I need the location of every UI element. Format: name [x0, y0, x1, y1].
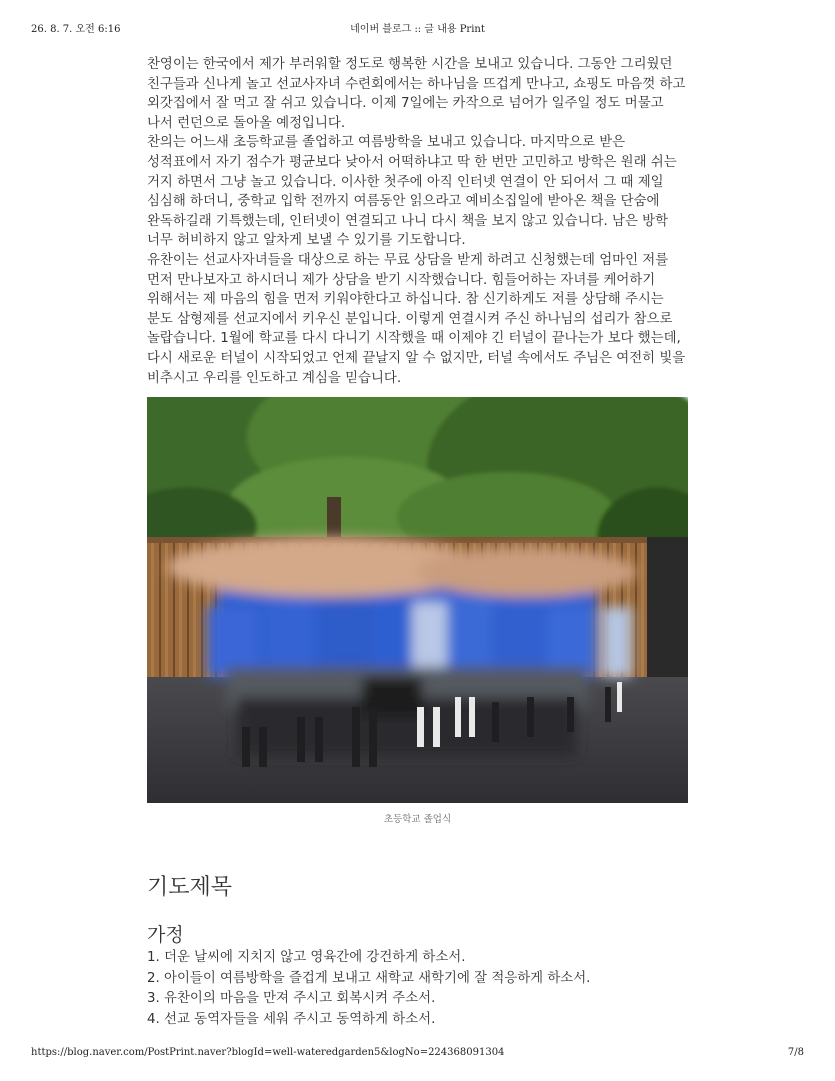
prayer-item: 1. 더운 날씨에 지치지 않고 영육간에 강건하게 하소서.: [147, 950, 466, 965]
print-date: 26. 8. 7. 오전 6:16: [31, 24, 121, 35]
graduation-photo: [147, 397, 688, 803]
post-body: [147, 55, 692, 388]
print-url: https://blog.naver.com/PostPrint.naver?blogId=well-wateredgarden5&logNo=224368091304: [31, 1047, 505, 1058]
paragraph-yuchan: 유찬이는 선교사자녀들을 대상으로 하는 무료 상담을 받게 하려고 신청했는데 엄마인 저를 먼저 만나보자고 하시더니 제가 상담을 받기 시작했습니다. 힘들어하는 자녀를 케어하기 위해서는 제 마음의 힘을 먼저 키워야한다고 하십니다. 참 신기하게도 저를 상담해 주시는 분도 삼형제를 선교지에서 키우신 분입니다. 이렇게 연결시켜 주신 하나님의 섭리가 참으로 놀랍습니다. 1월에 학교를 다시 다니기 시작했을 때 이제야 긴 터널이 끝나는가 보다 했는데, 다시 새로운 터널이 시작되었고 언제 끝날지 알 수 없지만, 터널 속에서도 주님은 여전히 빛을 비추시고 우리를 인도하고 계심을 믿습니다.: [147, 252, 686, 386]
page-number: 7/8: [787, 1047, 804, 1058]
print-footer: [0, 1047, 835, 1063]
prayer-item: 4. 선교 동역자들을 세워 주시고 동역하게 하소서.: [147, 1011, 436, 1027]
prayer-title: 기도제목: [147, 875, 233, 900]
prayer-list: [147, 948, 692, 1030]
print-header: [0, 20, 835, 36]
paragraph-chanui: 찬의는 어느새 초등학교를 졸업하고 여름방학을 보내고 있습니다. 마지막으로 받은 성적표에서 자기 점수가 평균보다 낮아서 어떡하냐고 딱 한 번만 고민하고 방학은 원래 쉬는 거지 하면서 그냥 놀고 있습니다. 이사한 첫주에 아직 인터넷 연결이 안 되어서 그 때 제일 심심해 하더니, 중학교 입학 전까지 여름동안 읽으라고 예비소집일에 받아온 책을 단숨에 완독하길래 기특했는데, 인터넷이 연결되고 나니 다시 책을 보지 않고 있습니다. 남은 방학 너무 허비하지 않고 알차게 보낼 수 있기를 기도합니다.: [147, 135, 677, 249]
paragraph-chanyoung: 찬영이는 한국에서 제가 부러워할 정도로 행복한 시간을 보내고 있습니다. 그동안 그리웠던 친구들과 신나게 놀고 선교사자녀 수련회에서는 하나님을 뜨겁게 만나고, 쇼핑도 마음껏 하고 외갓집에서 잘 먹고 잘 쉬고 있습니다. 이제 7일에는 카작으로 넘어가 일주일 정도 머물고 나서 런던으로 돌아올 예정입니다.: [147, 57, 686, 131]
prayer-item: 3. 유찬이의 마음을 만져 주시고 회복시켜 주소서.: [147, 991, 436, 1006]
prayer-item: 2. 아이들이 여름방학을 즐겁게 보내고 새학교 새학기에 잘 적응하게 하소서.: [147, 970, 591, 986]
photo-caption: 초등학교 졸업식: [383, 814, 452, 825]
print-title: 네이버 블로그 :: 글 내용 Print: [350, 24, 485, 35]
prayer-subtitle-family: 가정: [147, 924, 184, 946]
